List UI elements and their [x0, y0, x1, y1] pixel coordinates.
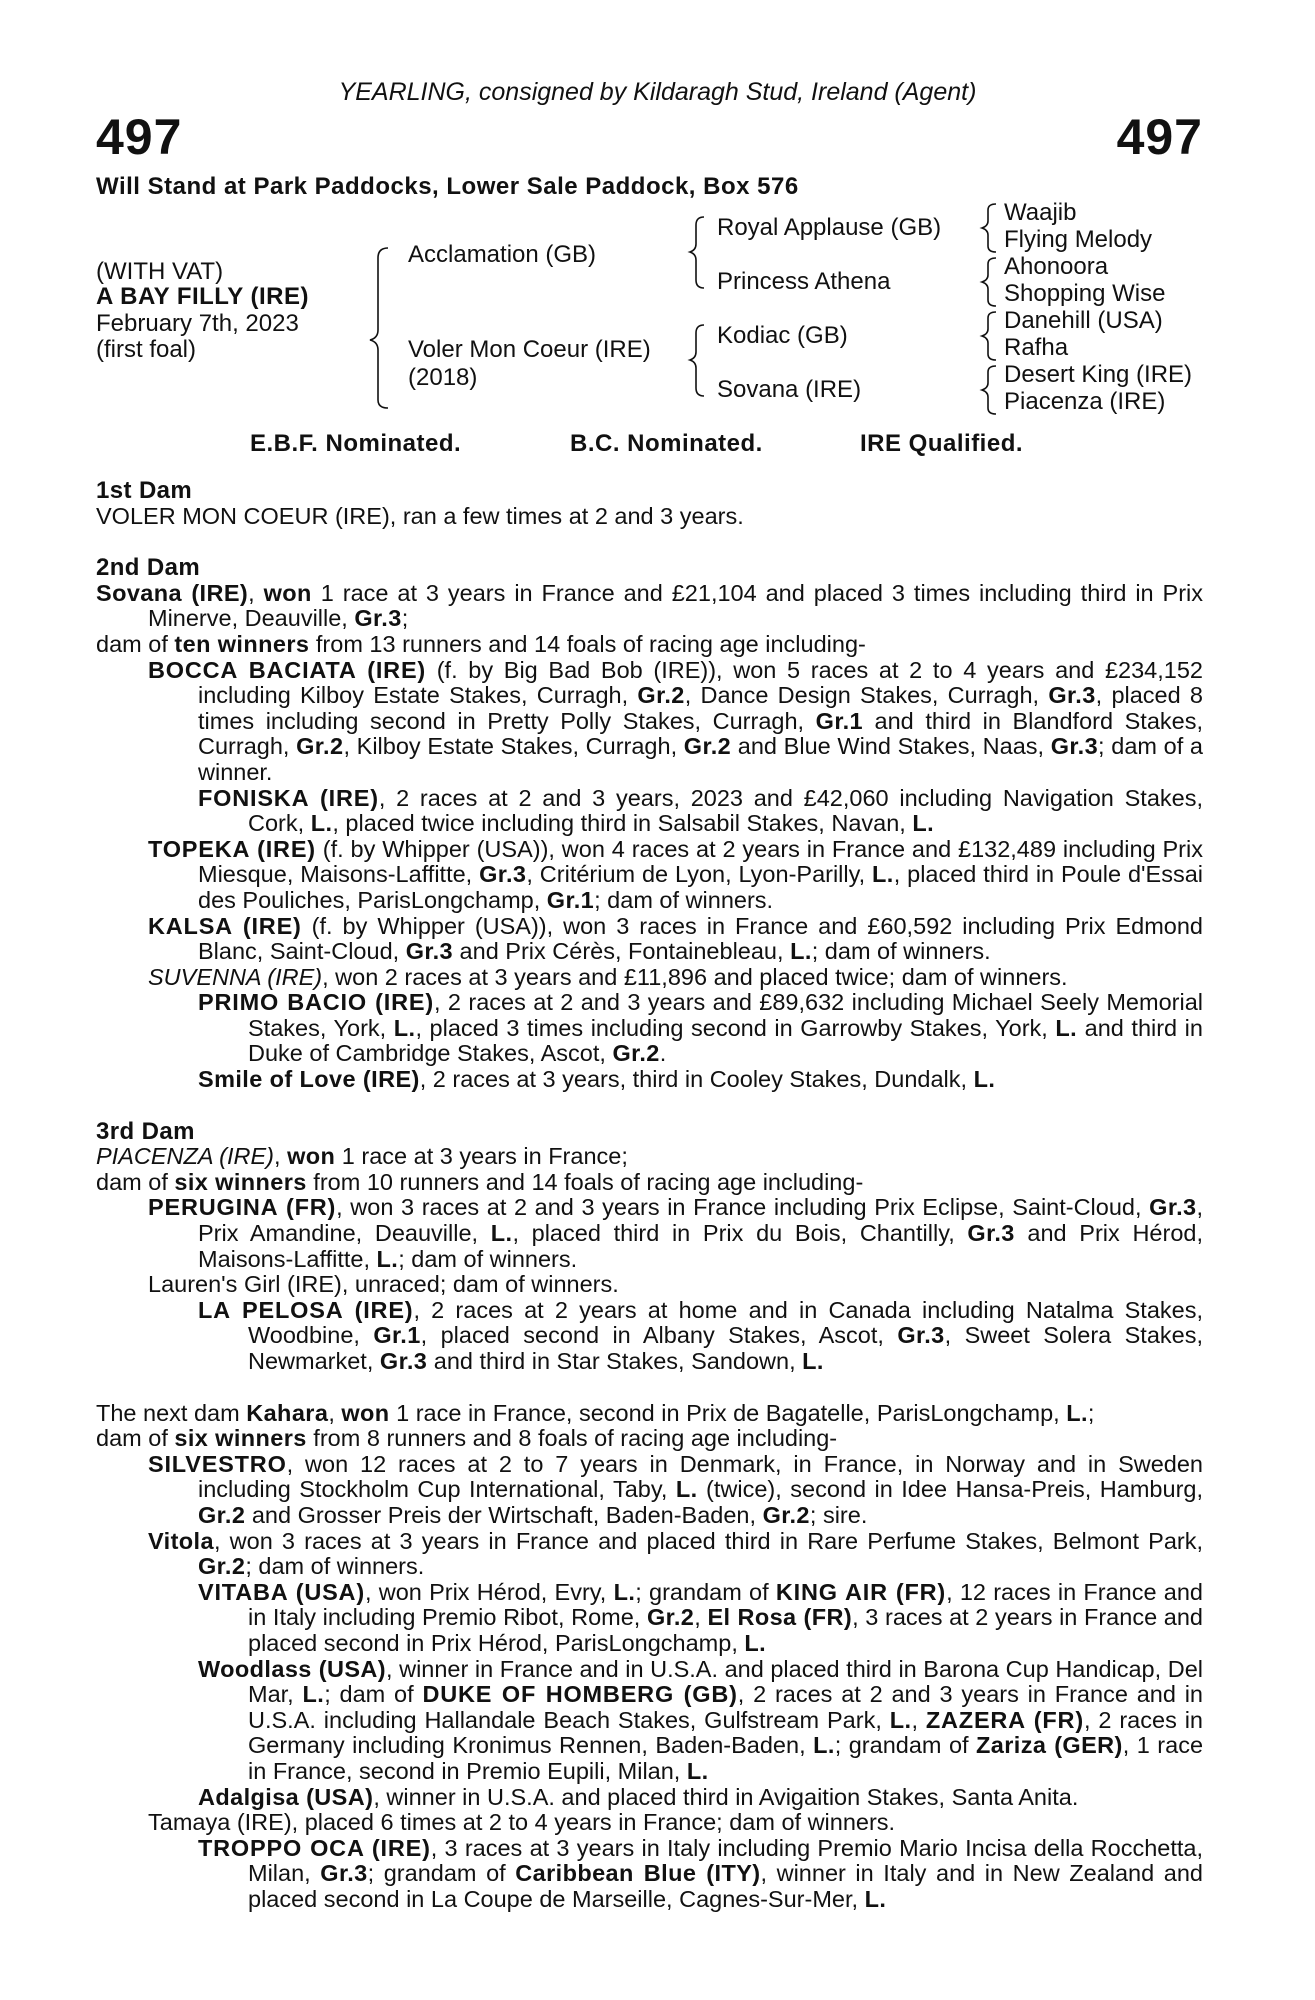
horse-name: VITABA (USA): [198, 1578, 365, 1605]
foal-note: (first foal): [96, 336, 197, 363]
ebf-nomination: E.B.F. Nominated.: [250, 430, 462, 457]
produce-entry-bocca: BOCCA BACIATA (IRE) (f. by Big Bad Bob (IRE)), won 5 races at 2 to 4 years and £234,152 including Kilboy Estate Stakes, Curragh, Gr.2, Dance Design Stakes, Curragh, Gr.3, placed 8 times including second in Pretty Polly Stakes, Curragh, Gr.1 and third in Blandford Stakes, Curragh, Gr.2, Kilboy Estate Stakes, Curragh, Gr.2 and Blue Wind Stakes, Naas, Gr.3; dam of a winner.: [148, 656, 1203, 785]
dam-sire: Kodiac (GB): [717, 322, 848, 349]
ds-dam: Rafha: [1004, 334, 1069, 361]
produce-entry-foniska: FONISKA (IRE), 2 races at 2 and 3 years, 2023 and £42,060 including Navigation Stakes, Cork, L., placed twice including third in Salsabil Stakes, Navan, L.: [198, 784, 1203, 837]
horse-name: LA PELOSA (IRE): [198, 1296, 414, 1323]
second-dam-intro: Sovana (IRE), won 1 race at 3 years in France and £21,104 and placed 3 times including third in Prix Minerve, Deauville, Gr.3;: [96, 579, 1204, 632]
sire-dam: Princess Athena: [717, 268, 891, 295]
stand-location: Will Stand at Park Paddocks, Lower Sale Paddock, Box 576: [96, 173, 799, 200]
produce-entry-suvenna: SUVENNA (IRE), won 2 races at 3 years and £11,896 and placed twice; dam of winners.: [148, 963, 1068, 990]
ire-qualified: IRE Qualified.: [860, 430, 1024, 457]
dd-dam: Piacenza (IRE): [1004, 388, 1166, 415]
dam-dam: Sovana (IRE): [717, 376, 862, 403]
third-dam-heading: 3rd Dam: [96, 1117, 195, 1145]
foaling-date: February 7th, 2023: [96, 310, 299, 337]
produce-entry-tamaya: Tamaya (IRE), placed 6 times at 2 to 4 years in France; dam of winners.: [148, 1809, 896, 1836]
produce-entry-silvestro: SILVESTRO, won 12 races at 2 to 7 years in Denmark, in France, in Norway and in Sweden including Stockholm Cup International, Taby, L. (twice), second in Idee Hansa-Preis, Hamburg, Gr.2 and Grosser Preis der Wirtschaft, Baden-Baden, Gr.2; sire.: [148, 1450, 1203, 1528]
horse-name: Woodlass (USA): [198, 1655, 386, 1682]
lot-name: A BAY FILLY (IRE): [96, 283, 309, 310]
horse-name: Smile of Love (IRE): [198, 1066, 420, 1093]
dam: Voler Mon Coeur (IRE): [408, 336, 651, 363]
horse-name: BOCCA BACIATA (IRE): [148, 656, 427, 683]
horse-name: FONISKA (IRE): [198, 784, 379, 811]
ss-sire: Waajib: [1004, 199, 1077, 226]
produce-entry-kalsa: KALSA (IRE) (f. by Whipper (USA)), won 3 races in France and £60,592 including Prix Edmond Blanc, Saint-Cloud, Gr.3 and Prix Cérès, Fontainebleau, L.; dam of winners.: [148, 912, 1203, 965]
horse-name: Kahara: [246, 1399, 329, 1426]
sd-sire: Ahonoora: [1004, 253, 1109, 280]
produce-entry-vitaba: VITABA (USA), won Prix Hérod, Evry, L.; grandam of KING AIR (FR), 12 races in France and in Italy including Premio Ribot, Rome, Gr.2, El Rosa (FR), 3 races at 2 years in France and placed second in Prix Hérod, ParisLongchamp, L.: [198, 1578, 1204, 1656]
vat-note: (WITH VAT): [96, 258, 224, 285]
produce-entry-woodlass: Woodlass (USA), winner in France and in U.S.A. and placed third in Barona Cup Handicap, Del Mar, L.; dam of DUKE OF HOMBERG (GB), 2 races at 2 and 3 years in France and in U.S.A. including Hallandale Beach Stakes, Gulfstream Park, L., ZAZERA (FR), 2 races in Germany including Kronimus Rennen, Baden-Baden, L.; grandam of Zariza (GER), 1 race in France, second in Premio Eupili, Milan, L.: [198, 1655, 1204, 1784]
produce-entry-smile: Smile of Love (IRE), 2 races at 3 years, third in Cooley Stakes, Dundalk, L.: [198, 1066, 996, 1093]
first-dam-text: VOLER MON COEUR (IRE), ran a few times at 2 and 3 years.: [96, 502, 744, 529]
produce-entry-adalgisa: Adalgisa (USA), winner in U.S.A. and placed third in Avigaition Stakes, Santa Anita.: [198, 1783, 1079, 1810]
lot-number-right: 497: [1116, 109, 1203, 165]
horse-name: PERUGINA (FR): [148, 1194, 337, 1221]
produce-record: [96, 478, 1203, 1912]
produce-entry-vitola: Vitola, won 3 races at 3 years in France and placed third in Rare Perfume Stakes, Belmont Park, Gr.2; dam of winners.: [148, 1527, 1203, 1580]
produce-entry-lauren: Lauren's Girl (IRE), unraced; dam of winners.: [148, 1271, 619, 1298]
first-dam-heading: 1st Dam: [96, 477, 193, 504]
consignor-line: YEARLING, consigned by Kildaragh Stud, Ireland (Agent): [338, 78, 977, 106]
second-dam-heading: 2nd Dam: [96, 554, 201, 582]
horse-name: Vitola: [148, 1527, 214, 1554]
dd-sire: Desert King (IRE): [1004, 361, 1193, 388]
horse-name: KALSA (IRE): [148, 912, 302, 939]
ss-dam: Flying Melody: [1004, 226, 1153, 253]
second-dam-summary: dam of ten winners from 13 runners and 14 foals of racing age including-: [96, 630, 866, 657]
sire-sire: Royal Applause (GB): [717, 214, 942, 241]
horse-name: SUVENNA (IRE): [148, 963, 323, 990]
horse-name: Adalgisa (USA): [198, 1783, 374, 1810]
third-dam-summary: dam of six winners from 10 runners and 14 foals of racing age including-: [96, 1168, 864, 1195]
next-dam-summary: dam of six winners from 8 runners and 8 foals of racing age including-: [96, 1425, 838, 1452]
ds-sire: Danehill (USA): [1004, 307, 1163, 334]
horse-name: PIACENZA (IRE): [96, 1143, 275, 1170]
next-dam-intro: The next dam Kahara, won 1 race in France, second in Prix de Bagatelle, ParisLongchamp, L.;: [96, 1399, 1095, 1426]
horse-name: PRIMO BACIO (IRE): [198, 989, 434, 1016]
dam-year: (2018): [408, 364, 478, 391]
horse-name: SILVESTRO: [148, 1450, 287, 1477]
sire: Acclamation (GB): [408, 241, 597, 268]
horse-name: TOPEKA (IRE): [148, 835, 316, 862]
sd-dam: Shopping Wise: [1004, 280, 1166, 307]
produce-entry-pelosa: LA PELOSA (IRE), 2 races at 2 years at home and in Canada including Natalma Stakes, Woodbine, Gr.1, placed second in Albany Stakes, Ascot, Gr.3, Sweet Solera Stakes, Newmarket, Gr.3 and third in Star Stakes, Sandown, L.: [198, 1296, 1204, 1374]
bc-nomination: B.C. Nominated.: [570, 430, 763, 457]
third-dam-intro: PIACENZA (IRE), won 1 race at 3 years in France;: [96, 1143, 628, 1170]
produce-entry-troppo: TROPPO OCA (IRE), 3 races at 3 years in Italy including Premio Mario Incisa della Rocchetta, Milan, Gr.3; grandam of Caribbean Blue (ITY), winner in Italy and in New Zealand and placed second in La Coupe de Marseille, Cagnes-Sur-Mer, L.: [198, 1834, 1203, 1912]
horse-name: Sovana (IRE): [96, 579, 249, 606]
won-label: won: [263, 579, 312, 606]
lot-number-left: 497: [96, 109, 183, 165]
produce-entry-primo: PRIMO BACIO (IRE), 2 races at 2 and 3 years and £89,632 including Michael Seely Memorial Stakes, York, L., placed 3 times including second in Garrowby Stakes, York, L. and third in Duke of Cambridge Stakes, Ascot, Gr.2.: [198, 989, 1203, 1067]
produce-entry-perugina: PERUGINA (FR), won 3 races at 2 and 3 years in France including Prix Eclipse, Saint-Cloud, Gr.3, Prix Amandine, Deauville, L., placed third in Prix du Bois, Chantilly, Gr.3 and Prix Hérod, Maisons-Laffitte, L.; dam of winners.: [148, 1194, 1203, 1272]
produce-entry-topeka: TOPEKA (IRE) (f. by Whipper (USA)), won 4 races at 2 years in France and £132,489 including Prix Miesque, Maisons-Laffitte, Gr.3, Critérium de Lyon, Lyon-Parilly, L., placed third in Poule d'Essai des Pouliches, ParisLongchamp, Gr.1; dam of winners.: [148, 835, 1203, 913]
horse-name: TROPPO OCA (IRE): [198, 1834, 431, 1861]
